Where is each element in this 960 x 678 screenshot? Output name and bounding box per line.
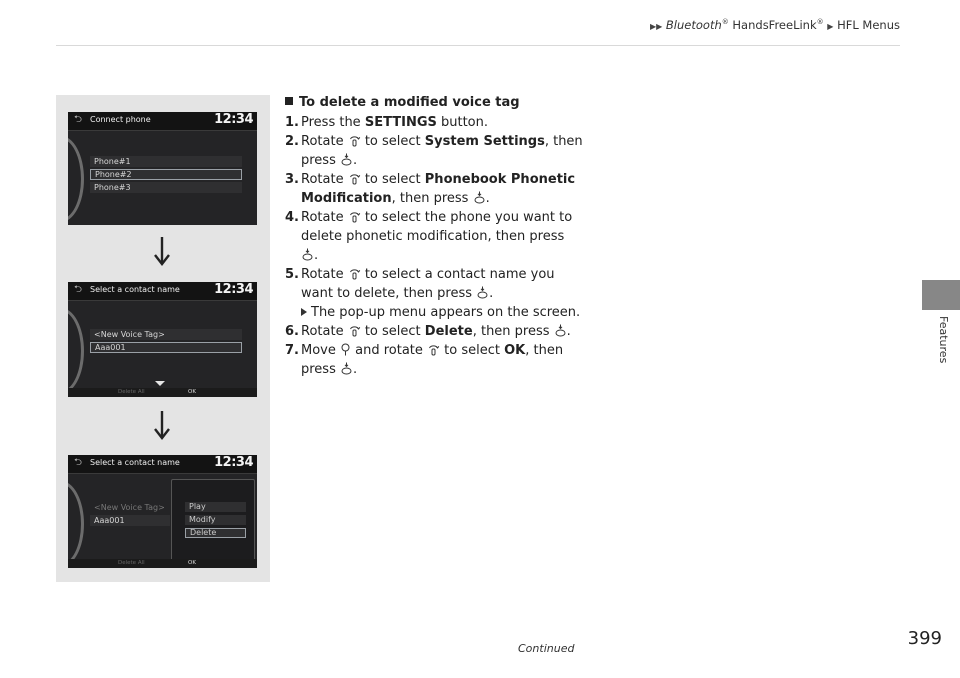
heading-square-icon xyxy=(285,97,293,105)
press-dial-icon xyxy=(473,191,486,204)
breadcrumb-handsfreelink: HandsFreeLink xyxy=(728,18,817,32)
rotate-dial-icon xyxy=(348,267,361,280)
page-number: 399 xyxy=(907,628,942,649)
rotate-dial-icon xyxy=(427,343,440,356)
step-3: 3. Rotate to select Phonebook Phonetic Modification, then press . xyxy=(285,172,576,206)
list-item[interactable]: Phone#2 xyxy=(90,169,242,180)
screen-select-contact xyxy=(68,282,257,397)
back-icon: ⮌ xyxy=(73,457,82,468)
screen-top-bar xyxy=(68,112,257,131)
list-item[interactable]: Aaa001 xyxy=(90,342,242,353)
press-dial-icon xyxy=(301,248,314,261)
clock: 12:34 xyxy=(214,455,253,470)
screen-title: Select a contact name xyxy=(90,458,180,467)
dial-arc-icon xyxy=(68,308,84,394)
registered-mark: ® xyxy=(721,18,729,27)
screen-connect-phone xyxy=(68,112,257,225)
section-heading: To delete a modified voice tag xyxy=(285,93,585,112)
step-4: 4. Rotate to select the phone you want to delete phonetic modification, then press . xyxy=(285,210,573,263)
back-icon: ⮌ xyxy=(73,284,82,295)
screen-top-bar xyxy=(68,455,257,474)
ok-button[interactable]: OK xyxy=(188,560,196,566)
step-6: 6. Rotate to select Delete, then press . xyxy=(285,324,571,339)
list-item[interactable]: Aaa001 xyxy=(90,515,170,526)
dial-arc-icon xyxy=(68,481,84,567)
breadcrumb xyxy=(650,18,900,32)
step-5: 5. Rotate to select a contact name you want to delete, then press . The pop-up menu appears on the screen. xyxy=(285,267,581,320)
breadcrumb-arrow-icon: ▶ xyxy=(827,22,834,31)
delete-all-button[interactable]: Delete All xyxy=(118,560,145,566)
rotate-dial-icon xyxy=(348,134,361,147)
step-2: 2. Rotate to select System Settings, then press . xyxy=(285,134,583,168)
section-tab-label: Features xyxy=(937,316,950,364)
screen-title: Connect phone xyxy=(90,115,151,124)
move-dial-icon xyxy=(340,343,351,356)
popup-item-delete[interactable]: Delete xyxy=(185,528,246,538)
registered-mark: ® xyxy=(816,18,824,27)
screen-select-contact-popup xyxy=(68,455,257,568)
rotate-dial-icon xyxy=(348,210,361,223)
rotate-dial-icon xyxy=(348,324,361,337)
list-item[interactable]: <New Voice Tag> xyxy=(94,503,165,512)
result-arrow-icon xyxy=(301,308,307,316)
step-7: 7. Move and rotate to select OK, then press . xyxy=(285,343,564,377)
rotate-dial-icon xyxy=(348,172,361,185)
press-dial-icon xyxy=(476,286,489,299)
clock: 12:34 xyxy=(214,282,253,297)
pointer-arrow-icon xyxy=(155,381,165,386)
ok-button[interactable]: OK xyxy=(188,389,196,395)
down-arrow-icon xyxy=(153,236,171,266)
screen-bottom-bar xyxy=(68,388,257,397)
down-arrow-icon xyxy=(153,410,171,440)
popup-menu xyxy=(171,479,255,567)
screen-top-bar xyxy=(68,282,257,301)
list-item[interactable]: <New Voice Tag> xyxy=(90,329,242,340)
breadcrumb-arrow-icon: ▶▶ xyxy=(649,22,663,31)
press-dial-icon xyxy=(554,324,567,337)
step-1: 1. Press the SETTINGS button. xyxy=(285,115,489,130)
breadcrumb-bluetooth: Bluetooth xyxy=(665,18,722,32)
popup-item-play[interactable]: Play xyxy=(185,502,246,512)
continued-label: Continued xyxy=(518,642,575,655)
popup-item-modify[interactable]: Modify xyxy=(185,515,246,525)
breadcrumb-hfl-menus: HFL Menus xyxy=(837,18,900,32)
clock: 12:34 xyxy=(214,112,253,127)
press-dial-icon xyxy=(340,362,353,375)
instructions xyxy=(285,93,585,379)
delete-all-button[interactable]: Delete All xyxy=(118,389,145,395)
list-item[interactable]: Phone#1 xyxy=(90,156,242,167)
screen-title: Select a contact name xyxy=(90,285,180,294)
press-dial-icon xyxy=(340,153,353,166)
list-item[interactable]: Phone#3 xyxy=(90,182,242,193)
section-tab xyxy=(922,280,960,310)
header-rule xyxy=(56,45,900,46)
dial-arc-icon xyxy=(68,136,84,222)
back-icon: ⮌ xyxy=(73,114,82,125)
screen-bottom-bar xyxy=(68,559,257,568)
